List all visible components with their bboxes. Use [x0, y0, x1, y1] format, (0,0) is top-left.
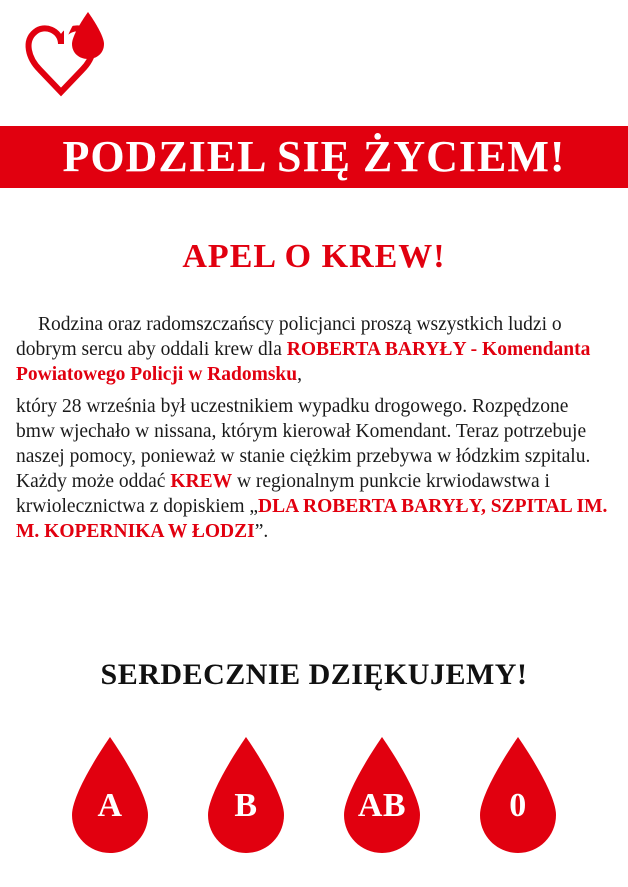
- appeal-heading: APEL O KREW!: [182, 238, 446, 275]
- request-intro-text: Rodzina oraz radomszczańscy policjanci proszą wszystkich ludzi o dobrym sercu aby oddali krew dla: [16, 314, 562, 360]
- logo: [14, 8, 124, 113]
- blood-type-label: B: [234, 787, 258, 824]
- banner-title: PODZIEL SIĘ ŻYCIEM!: [62, 132, 566, 181]
- paragraph-donation: [16, 469, 612, 544]
- blood-type-label: A: [97, 787, 123, 824]
- keyword-krew: KREW: [170, 471, 233, 492]
- heart-with-blood-drop-icon: [14, 8, 124, 113]
- donation-after-text: ”.: [254, 521, 269, 542]
- commander-name: ROBERTA BARYŁY - Komendanta Powiatowego Policji w Radomsku: [16, 339, 591, 385]
- paragraph-request: [16, 312, 612, 387]
- paragraph-incident: który 28 września był uczestnikiem wypadku drogowego. Rozpędzone bmw wjechało w nissana, którym kierował Komendant. Teraz potrzebuje naszej pomocy, ponieważ w stanie ciężkim przebywa w łódzkim szpitalu.: [16, 396, 591, 467]
- blood-type-drop: [474, 735, 562, 855]
- thanks-message: SERDECZNIE DZIĘKUJEMY!: [100, 658, 528, 691]
- appeal-body: [16, 312, 612, 544]
- blood-type-list: [0, 735, 628, 880]
- paragraph-spacer: [16, 387, 612, 394]
- blood-type-label: AB: [357, 787, 407, 824]
- blood-type-drop: [66, 735, 154, 855]
- request-intro-after: ,: [297, 364, 302, 385]
- main-banner: [0, 126, 628, 188]
- donation-middle-text: w regionalnym punkcie krwiodawstwa i krwiolecznictwa z dopiskiem „: [16, 471, 550, 517]
- blood-type-label: 0: [509, 787, 527, 824]
- blood-type-drop: [202, 735, 290, 855]
- hospital-note: DLA ROBERTA BARYŁY, SZPITAL IM. M. KOPERNIKA W ŁODZI: [16, 496, 608, 542]
- donation-before-text: Każdy może oddać: [16, 471, 171, 492]
- blood-type-drop: [338, 735, 426, 855]
